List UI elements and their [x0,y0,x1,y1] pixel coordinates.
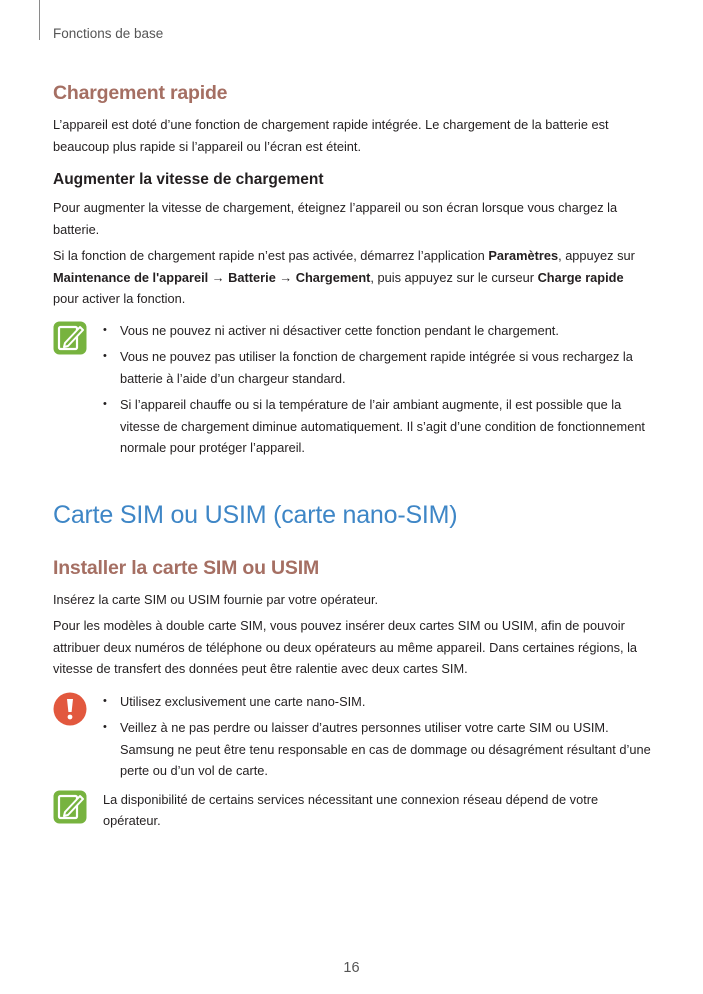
list-item-text: Vous ne pouvez pas utiliser la fonction de chargement rapide intégrée si vous rechargez la batterie à l’aide d’un chargeur standard. [120,349,633,386]
network-service-note: La disponibilité de certains services nécessitant une connexion réseau dépend de votre opérateur. [103,791,599,828]
list-item-text: Vous ne pouvez ni activer ni désactiver cette fonction pendant le chargement. [120,322,559,338]
warnings-list [103,691,651,782]
bullet-glyph: • [103,721,107,733]
fast-charging-notes [53,320,651,459]
charging-speed-paragraph-2 [53,245,651,310]
caution-icon [53,692,87,726]
install-sim-heading: Installer la carte SIM ou USIM [53,556,319,579]
bullet-glyph: • [103,350,107,362]
bullet-glyph: • [103,398,107,410]
bullet-glyph: • [103,323,107,336]
note-icon [53,321,87,355]
text-run: Si la fonction de chargement rapide n’est pas activée, démarrez l’application [53,248,489,263]
header-label: Fonctions de base [53,26,164,41]
fast-charge-switch-label: Charge rapide [537,269,624,285]
charging-speed-paragraph-1: Pour augmenter la vitesse de chargement, éteignez l’appareil ou son écran lorsque vous chargez la batterie. [53,200,618,237]
sim-card-section-title: Carte SIM ou USIM (carte nano-SIM) [53,500,458,529]
arrow-separator: → [208,269,229,285]
list-item-text: Utilisez exclusivement une carte nano-SIM. [120,693,366,709]
list-item-text: Si l’appareil chauffe ou si la température de l’air ambiant augmente, il est possible que la vitesse de chargement diminue automatiquement. Il s’agit d’une condition de fonctionnement normale pour protéger l’appareil. [120,397,645,455]
settings-app-label: Paramètres [488,248,559,263]
battery-label: Batterie [228,269,276,285]
fast-charging-title: Chargement rapide [53,82,228,104]
note-icon [53,790,87,824]
sim-card-warnings [53,691,651,782]
charging-label: Chargement [295,269,371,285]
arrow-separator: → [275,269,296,285]
bullet-glyph: • [103,694,107,707]
list-item [103,717,651,782]
page-number: 16 [343,960,360,976]
header-rule [39,0,40,40]
text-run: pour activer la fonction. [53,291,186,306]
list-item [103,394,651,459]
list-item [103,691,651,713]
fast-charging-intro: L’appareil est doté d’une fonction de chargement rapide intégrée. Le chargement de la batterie est beaucoup plus rapide si l’appareil ou l’écran est éteint. [53,117,609,154]
list-item [103,346,651,389]
page-content [53,82,651,832]
device-maintenance-label: Maintenance de l'appareil [53,269,209,285]
list-item-text: Veillez à ne pas perdre ou laisser d’autres personnes utiliser votre carte SIM ou USIM. Samsung ne peut être tenu responsable en cas de dommage ou désagrément résultant d’une perte ou d’un vol de carte. [120,720,651,778]
notes-list [103,320,651,459]
text-run: , appuyez sur [558,248,635,263]
text-run: , puis appuyez sur le curseur [370,269,538,285]
charging-speed-heading: Augmenter la vitesse de chargement [53,171,324,188]
install-sim-paragraph-1: Insérez la carte SIM ou USIM fournie par votre opérateur. [53,591,379,607]
install-sim-paragraph-2: Pour les modèles à double carte SIM, vous pouvez insérer deux cartes SIM ou USIM, afin de pouvoir attribuer deux numéros de téléphone ou deux opérateurs au même appareil. Dans certaines régions, la vitesse de transfert des données peut être ralentie avec deux cartes SIM. [53,618,638,676]
sim-card-note [53,789,651,832]
list-item [103,320,651,342]
